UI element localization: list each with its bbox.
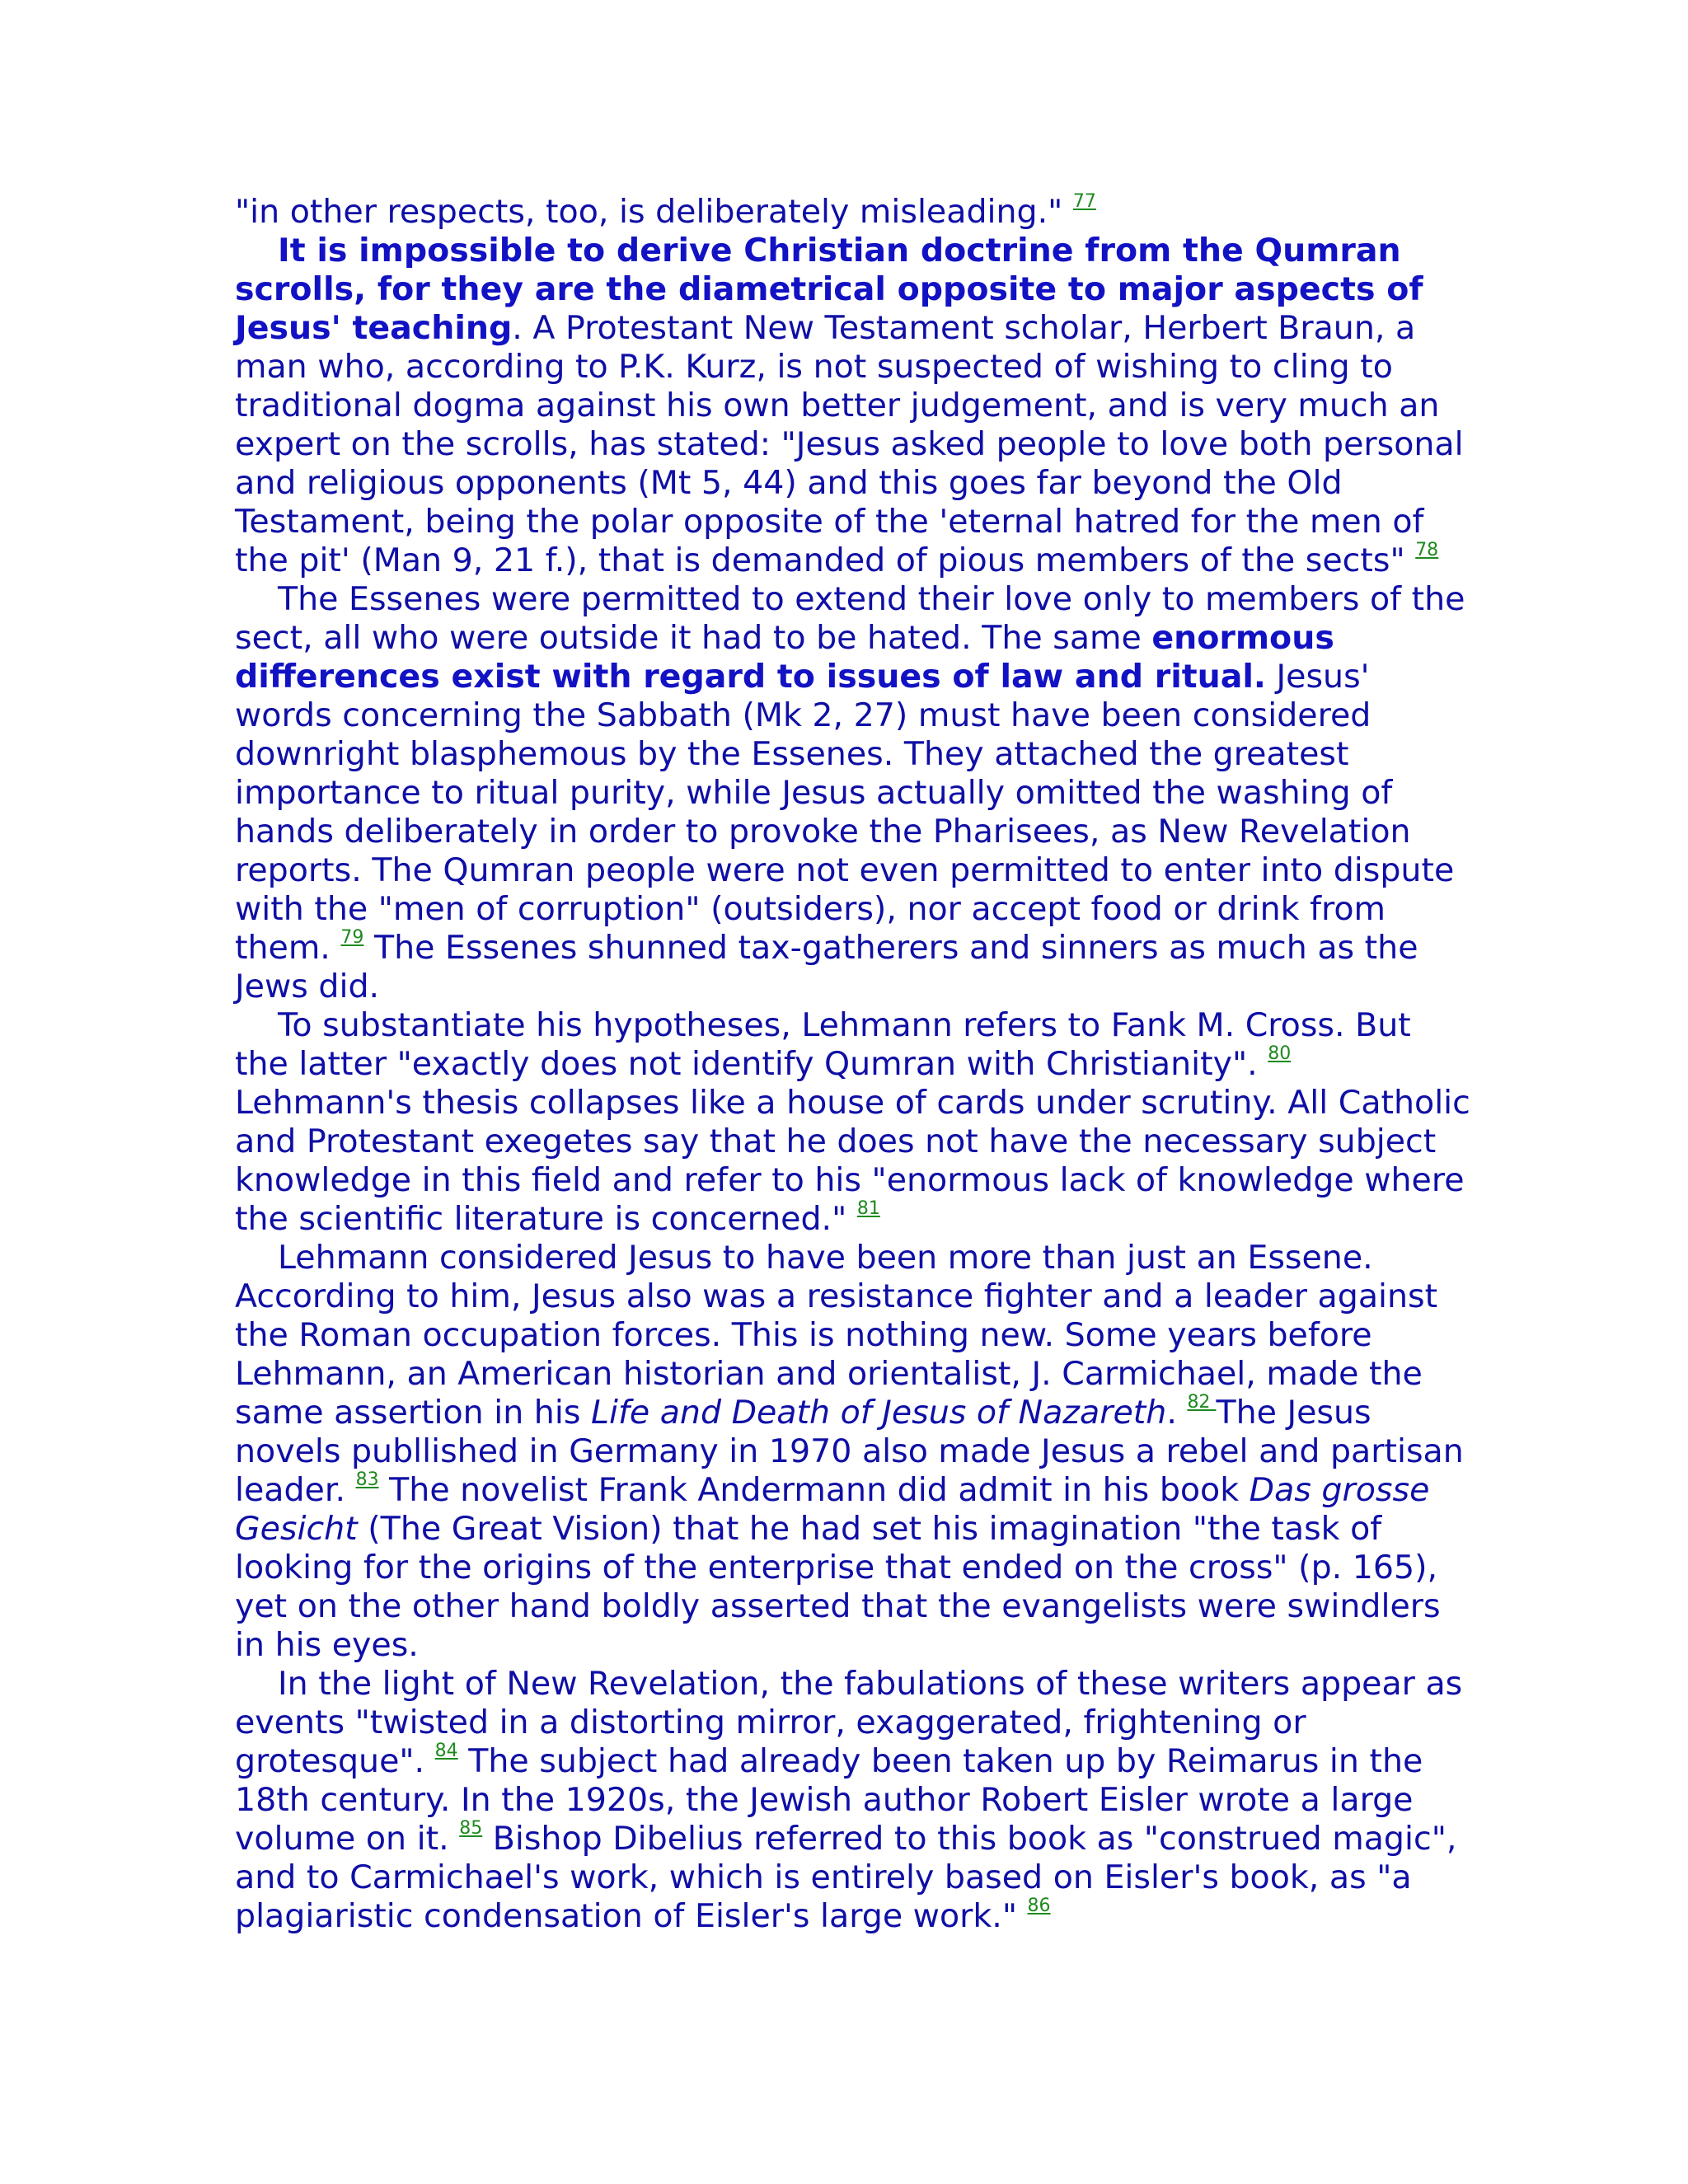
- paragraph-text: . A Protestant New Testament scholar, Herbert Braun, a man who, according to P.K. Kurz, is not suspected of wishing to cling to traditional dogma against his own better judgement, and is very much an expert on the scrolls, has stated: "Jesus asked people to love both personal and religious opponents (Mt 5, 44) and this goes far beyond the Old Testament, being the polar opposite of the 'eternal hatred for the men of the pit' (Man 9, 21 f.), that is demanded of pious members of the sects": [235, 309, 1464, 579]
- paragraph-text: .: [1166, 1394, 1188, 1432]
- footnote-link-77[interactable]: 77: [1072, 191, 1096, 212]
- paragraph-text: (The Great Vision) that he had set his imagination "the task of looking for the origins of the enterprise that ended on the cross" (p. 165), yet on the other hand boldly asserted that the evangelists were swindlers in his eyes.: [235, 1510, 1441, 1664]
- footnote-link-84[interactable]: 84: [434, 1741, 458, 1761]
- paragraph-text: The subject had already been taken up by Reimarus in the 18th century. In the 1920s, the Jewish author Robert Eisler wrote a large volume on it.: [235, 1742, 1423, 1858]
- paragraph-3: [235, 580, 1471, 1006]
- paragraph-6: [235, 1665, 1471, 1936]
- paragraph-text: The Jesus novels publlished in Germany in 1970 also made Jesus a rebel and partisan leader.: [235, 1394, 1464, 1509]
- paragraph-text: Jesus' words concerning the Sabbath (Mk 2, 27) must have been considered downright blasphemous by the Essenes. They attached the greatest importance to ritual purity, while Jesus actually omitted the washing of hands deliberately in order to provoke the Pharisees, as New Revelation reports. The Qumran people were not even permitted to enter into dispute with the "men of corruption" (outsiders), nor accept food or drink from them.: [235, 658, 1455, 967]
- paragraph-text: The Essenes shunned tax-gatherers and sinners as much as the Jews did.: [235, 929, 1418, 1005]
- paragraph-text: Lehmann's thesis collapses like a house of cards under scrutiny. All Catholic and Protestant exegetes say that he does not have the necessary subject knowledge in this field and refer to his "enormous lack of knowledge where the scientific literature is concerned.": [235, 1084, 1470, 1238]
- paragraph-2: [235, 232, 1471, 580]
- document-page: [235, 193, 1471, 1936]
- footnote-link-82[interactable]: 82: [1187, 1392, 1217, 1413]
- footnote-link-80[interactable]: 80: [1268, 1043, 1292, 1064]
- emphasized-text: It is impossible to derive Christian doctrine from the Qumran scrolls, for they are the diametrical opposite to major aspects of Jesus' teaching: [235, 232, 1423, 347]
- paragraph-text: "in other respects, too, is deliberately misleading.": [235, 193, 1073, 231]
- paragraph-text: Bishop Dibelius referred to this book as "construed magic", and to Carmichael's work, which is entirely based on Eisler's book, as "a plagiaristic condensation of Eisler's large work.": [235, 1820, 1457, 1935]
- footnote-link-85[interactable]: 85: [459, 1818, 483, 1839]
- paragraph-1: [235, 193, 1471, 232]
- footnote-link-79[interactable]: 79: [340, 927, 364, 948]
- paragraph-text: The novelist Frank Andermann did admit in his book: [378, 1471, 1250, 1509]
- footnote-link-81[interactable]: 81: [856, 1198, 880, 1219]
- paragraph-text: To substantiate his hypotheses, Lehmann refers to Fank M. Cross. But the latter "exactly does not identify Qumran with Christianity".: [235, 1006, 1411, 1083]
- paragraph-text: The Essenes were permitted to extend their love only to members of the sect, all who were outside it had to be hated. The same: [235, 580, 1465, 657]
- book-title: Das grosse Gesicht: [235, 1471, 1430, 1548]
- paragraph-text: In the light of New Revelation, the fabulations of these writers appear as events "twisted in a distorting mirror, exaggerated, frightening or grotesque".: [235, 1665, 1463, 1780]
- footnote-link-78[interactable]: 78: [1415, 540, 1439, 560]
- paragraph-4: [235, 1006, 1471, 1239]
- emphasized-text: enormous differences exist with regard to issues of law and ritual.: [235, 619, 1334, 696]
- paragraph-text: Lehmann considered Jesus to have been more than just an Essene. According to him, Jesus also was a resistance fighter and a leader against the Roman occupation forces. This is nothing new. Some years before Lehmann, an American historian and orientalist, J. Carmichael, made the same assertion in his: [235, 1239, 1438, 1432]
- footnote-link-83[interactable]: 83: [355, 1469, 379, 1490]
- footnote-link-86[interactable]: 86: [1027, 1896, 1051, 1916]
- paragraph-5: [235, 1239, 1471, 1665]
- book-title: Life and Death of Jesus of Nazareth: [590, 1394, 1167, 1432]
